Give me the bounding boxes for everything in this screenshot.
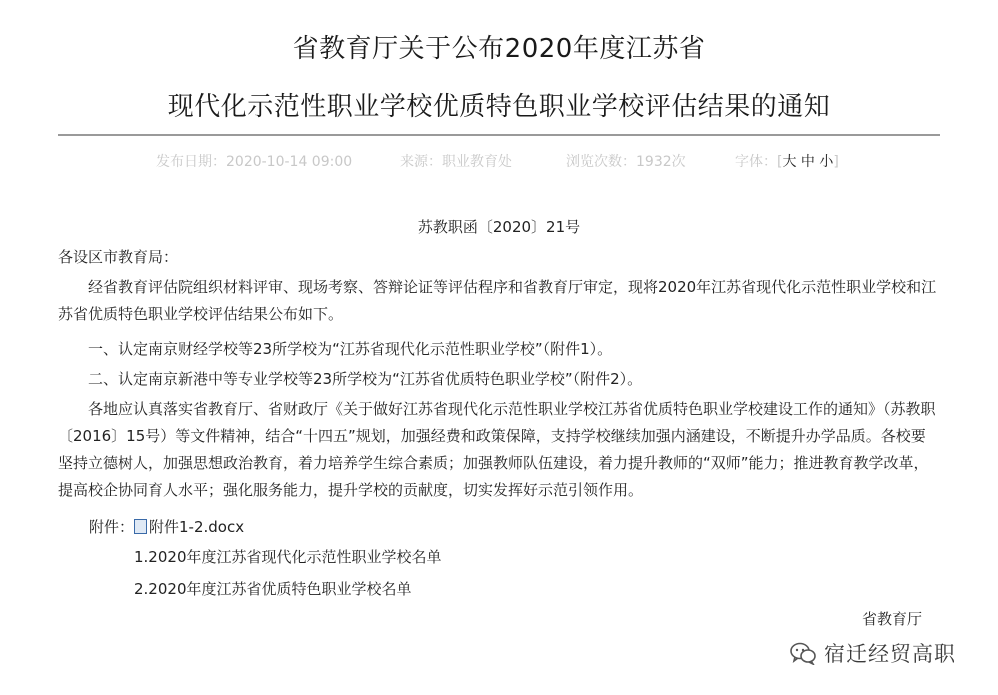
publish-date: 发布日期：2020-10-14 09:00 bbox=[156, 154, 353, 170]
title-divider bbox=[58, 134, 940, 136]
document-number: 苏教职函〔2020〕21号 bbox=[417, 218, 581, 236]
attachment-file-name: 附件1-2.docx bbox=[149, 518, 245, 536]
font-size-small-button[interactable]: 小 bbox=[819, 154, 834, 170]
font-size-control bbox=[735, 151, 839, 171]
font-size-label: 字体： bbox=[735, 154, 777, 170]
watermark bbox=[790, 638, 956, 668]
font-size-large-button[interactable]: 大 bbox=[782, 154, 797, 170]
bracket-close: ] bbox=[833, 154, 839, 170]
signature: 省教育厅 bbox=[862, 610, 923, 628]
attachment-row bbox=[89, 514, 244, 541]
attachment-list-item: 1.2020年度江苏省现代化示范性职业学校名单 bbox=[134, 548, 442, 566]
addressee: 各设区市教育局： bbox=[58, 248, 179, 266]
paragraph-intro: 经省教育评估院组织材料评审、现场考察、答辩论证等评估程序和省教育厅审定，现将2020年江苏省现代化示范性职业学校和江苏省优质特色职业学校评估结果公布如下。 bbox=[58, 278, 937, 323]
watermark-text: 宿迁经贸高职 bbox=[824, 642, 956, 666]
bracket-open: [ bbox=[777, 154, 783, 170]
paragraph-item-1: 一、认定南京财经学校等23所学校为“江苏省现代化示范性职业学校”（附件1）。 bbox=[88, 340, 613, 358]
attachment-label: 附件： bbox=[89, 518, 135, 536]
article-source: 来源：职业教育处 bbox=[400, 154, 512, 170]
paragraph-requirements: 各地应认真落实省教育厅、省财政厅《关于做好江苏省现代化示范性职业学校江苏省优质特色职业学校建设工作的通知》（苏教职〔2016〕15号）等文件精神，结合“十四五”规划，加强经费和政策保障，支持学校继续加强内涵建设，不断提升办学品质。各校要坚持立德树人，加强思想政治教育，着力培养学生综合素质；加强教师队伍建设，着力提升教师的“双师”能力；推进教育教学改革，提高校企协同育人水平；强化服务能力，提升学校的贡献度，切实发挥好示范引领作用。 bbox=[58, 400, 936, 499]
document-icon bbox=[134, 519, 147, 534]
page-title-line1: 省教育厅关于公布2020年度江苏省 bbox=[292, 34, 706, 64]
attachment-file-link[interactable] bbox=[134, 518, 244, 536]
page-title-line2: 现代化示范性职业学校优质特色职业学校评估结果的通知 bbox=[167, 92, 831, 122]
view-count: 浏览次数：1932次 bbox=[566, 154, 686, 170]
font-size-medium-button[interactable]: 中 bbox=[800, 154, 815, 170]
paragraph-item-2: 二、认定南京新港中等专业学校等23所学校为“江苏省优质特色职业学校”（附件2）。 bbox=[88, 370, 643, 388]
wechat-icon bbox=[790, 641, 816, 665]
attachment-list-item: 2.2020年度江苏省优质特色职业学校名单 bbox=[134, 580, 412, 598]
